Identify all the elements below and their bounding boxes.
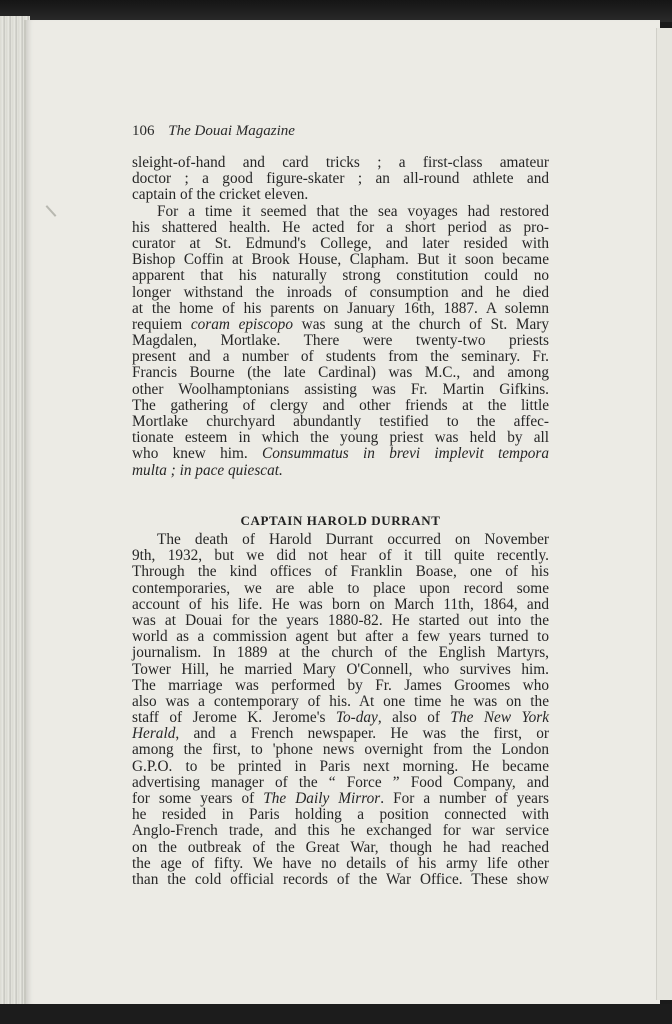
text-line [132, 532, 549, 548]
text-run: also was a contemporary of his. At one time he was on the [132, 692, 549, 710]
text-run: was at Douai for the years 1880-82. He started out into the [132, 611, 549, 629]
text-line [132, 759, 549, 775]
text-line [132, 823, 549, 839]
text-line [132, 333, 549, 349]
facing-page-edge [656, 28, 672, 1000]
italic-phrase: Herald [132, 725, 176, 743]
text-line [132, 726, 549, 742]
text-run: curator at St. Edmund's College, and later resided with [132, 234, 549, 252]
text-line [132, 548, 549, 564]
text-run: contemporaries, we are able to place upon record some [132, 579, 549, 597]
text-line [132, 252, 549, 268]
text-run: he resided in Paris holding a position connected with [132, 806, 549, 824]
text-run: among the first, to 'phone news overnight from the London [132, 741, 549, 759]
text-line [132, 463, 549, 479]
text-run: present and a number of students from the seminary. Fr. [132, 348, 549, 366]
section-heading: CAPTAIN HAROLD DURRANT [240, 513, 441, 528]
italic-phrase: Consummatus in brevi implevit tempora [262, 445, 549, 463]
text-run: The gathering of clergy and other friends at the little [132, 396, 549, 414]
italic-phrase: To-day [335, 709, 378, 727]
text-run: Through the kind offices of Franklin Boase, one of his [132, 563, 549, 581]
text-run: advertising manager of the “ Force ” Food Company, and [132, 773, 549, 791]
text-run: other Woolhamptonians assisting was Fr. Martin Gifkins. [132, 380, 549, 398]
text-run: The marriage was performed by Fr. James Groomes who [132, 676, 549, 694]
text-line [132, 856, 549, 872]
text-line [132, 268, 549, 284]
text-line [132, 301, 549, 317]
text-run: his shattered health. He acted for a short period as pro- [132, 218, 549, 236]
magazine-title: The Douai Magazine [168, 123, 295, 139]
text-run: at the home of his parents on January 16th, 1887. A solemn [132, 299, 549, 317]
text-line [132, 872, 549, 888]
page-number: 106 [132, 123, 155, 139]
text-line [132, 204, 549, 220]
text-run: Mortlake churchyard abundantly testified to the affec- [132, 413, 549, 430]
text-run: The death of Harold Durrant occurred on November [157, 531, 549, 548]
text-line [132, 597, 549, 613]
text-run: G.P.O. to be printed in Paris next morning. He became [132, 757, 549, 775]
text-run: for some years of [132, 790, 264, 807]
text-line [132, 285, 549, 301]
text-run: Bishop Coffin at Brook House, Clapham. But it soon became [132, 251, 549, 269]
text-line [132, 430, 549, 446]
text-line [132, 678, 549, 694]
text-line [132, 414, 549, 430]
text-line [132, 742, 549, 758]
text-run: For a time it seemed that the sea voyages had restored [157, 202, 549, 220]
text-run: apparent that his naturally strong constitution could no [132, 267, 549, 285]
text-line [132, 187, 549, 203]
text-run: requiem [132, 315, 191, 333]
text-line [132, 613, 549, 629]
text-line [132, 629, 549, 645]
text-line [132, 317, 549, 333]
text-run: , also of [377, 709, 451, 727]
text-line [132, 236, 549, 252]
text-run: who knew him. [132, 445, 263, 463]
text-line [132, 365, 549, 381]
text-run: staff of Jerome K. Jerome's [132, 709, 336, 727]
text-line [132, 710, 549, 726]
text-line [132, 171, 549, 187]
text-line [132, 775, 549, 791]
text-line [132, 564, 549, 580]
scan-top-border [0, 0, 672, 22]
text-line [132, 840, 549, 856]
text-line [132, 807, 549, 823]
text-line [132, 220, 549, 236]
obituary-harold-durrant [132, 532, 549, 888]
text-run: than the cold official records of the War Office. These show [132, 870, 549, 888]
text-line [132, 791, 549, 807]
scan-bottom-border [0, 1004, 672, 1024]
text-run: on the outbreak of the Great War, though he had reached [132, 838, 549, 856]
text-run: captain of the cricket eleven. [132, 186, 309, 204]
running-head [132, 123, 295, 140]
text-line [132, 694, 549, 710]
text-line [132, 446, 549, 462]
text-line [132, 662, 549, 678]
text-line [132, 382, 549, 398]
text-run: 9th, 1932, but we did not hear of it till quite recently. [132, 547, 549, 565]
text-run: Tower Hill, he married Mary O'Connell, who survives him. [132, 660, 549, 678]
italic-phrase: multa ; in pace quiescat. [132, 461, 283, 479]
text-run: journalism. In 1889 at the church of the English Martyrs, [132, 644, 549, 662]
text-run: Magdalen, Mortlake. There were twenty-two priests [132, 332, 549, 350]
text-line [132, 349, 549, 365]
obituary-continuation [132, 155, 549, 479]
italic-phrase: The Daily Mirror [263, 790, 381, 807]
text-run: was sung at the church of St. Mary [292, 315, 549, 333]
italic-phrase: coram episcopo [190, 315, 293, 333]
text-line [132, 581, 549, 597]
text-run: Anglo-French trade, and this he exchanged for war service [132, 822, 549, 840]
text-run: , and a French newspaper. He was the first, or [175, 725, 549, 743]
text-run: Francis Bourne (the late Cardinal) was M.C., and among [132, 364, 549, 382]
text-run: sleight-of-hand and card tricks ; a first-class amateur [132, 154, 549, 171]
text-run: . For a number of years [380, 790, 549, 807]
text-run: the age of fifty. We have no details of his army life other [132, 854, 549, 872]
text-run: doctor ; a good figure-skater ; an all-round athlete and [132, 170, 549, 188]
text-line [132, 398, 549, 414]
text-run: longer withstand the inroads of consumption and he died [132, 283, 549, 301]
text-line [132, 155, 549, 171]
italic-phrase: The New York [450, 709, 549, 727]
text-run: tionate esteem in which the young priest was held by all [132, 429, 549, 447]
text-run: account of his life. He was born on March 11th, 1864, and [132, 595, 549, 613]
text-run: world as a commission agent but after a few years turned to [132, 628, 549, 646]
text-line [132, 645, 549, 661]
